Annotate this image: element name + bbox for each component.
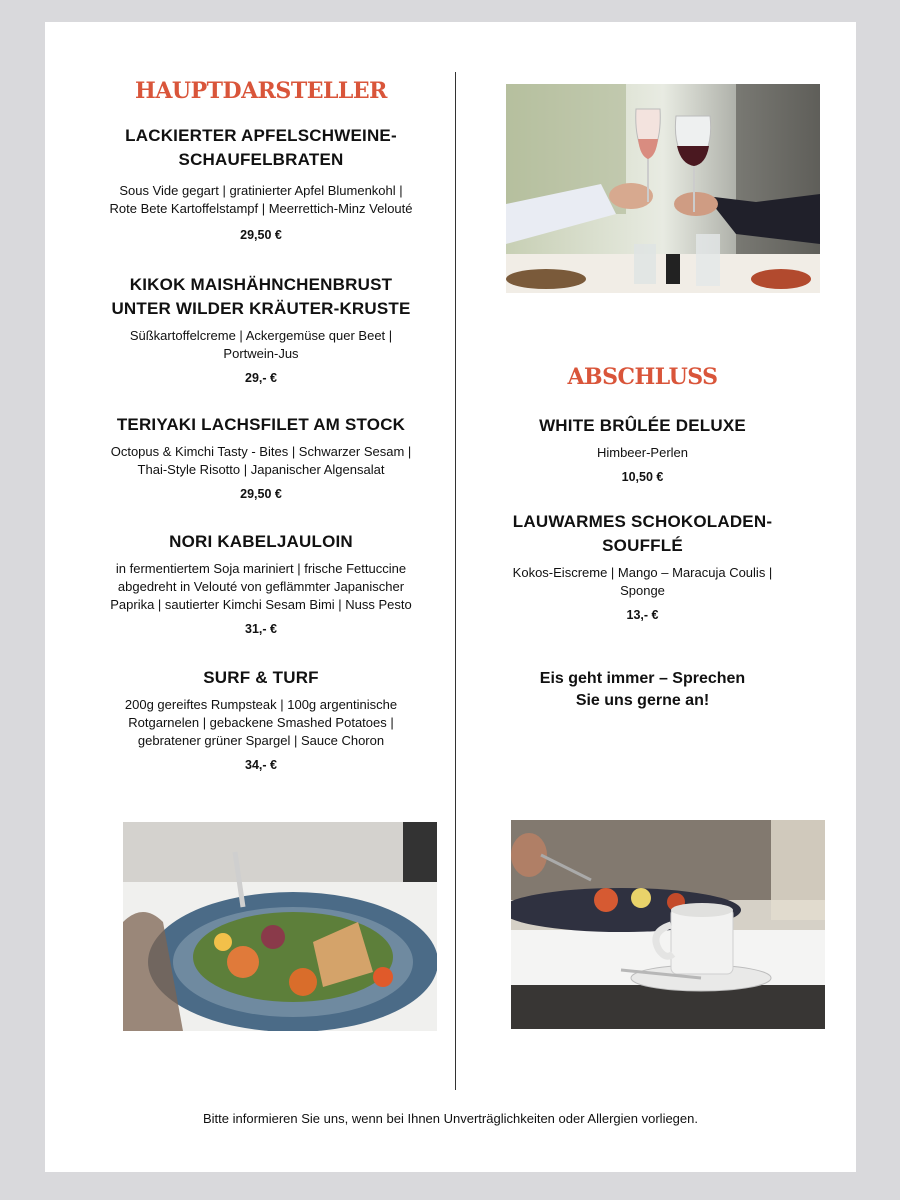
dish-price: 31,- €: [245, 622, 277, 636]
dish-name: LAUWARMES SCHOKOLADEN- SOUFFLÉ: [512, 512, 773, 555]
dish-name: TERIYAKI LACHSFILET AM STOCK: [116, 415, 406, 434]
dish-price: 10,50 €: [621, 470, 664, 484]
dish-price: 29,50 €: [240, 228, 282, 242]
dish-price: 13,- €: [626, 608, 659, 622]
salad-bowl-image: [123, 822, 437, 1031]
dish-description: Sous Vide gegart | gratinierter Apfel Blumenkohl | Rote Bete Kartoffelstampf | Meerrettich-Minz Velouté: [109, 183, 413, 216]
desserts-column: [465, 362, 820, 712]
dish-name: WHITE BRÛLÉE DELUXE: [539, 416, 746, 435]
espresso-cup-image: [511, 820, 825, 1029]
dish-item: [465, 414, 820, 484]
dish-description: 200g gereiftes Rumpsteak | 100g argentinische Rotgarnelen | gebackene Smashed Potatoes | gebratener grüner Spargel | Sauce Choron: [124, 697, 398, 748]
ice-cream-note: Eis geht immer – Sprechen Sie uns gerne an!: [539, 670, 746, 709]
main-courses-column: [85, 72, 437, 772]
dish-price: 29,- €: [245, 371, 277, 385]
dish-item: [85, 666, 437, 772]
menu-page: [45, 22, 856, 1172]
dish-item: [85, 124, 437, 242]
dish-item: [85, 273, 437, 385]
column-divider: [455, 72, 456, 1090]
dish-description: in fermentiertem Soja mariniert | frische Fettuccine abgedreht in Velouté von geflämmter Japanischer Paprika | sautierter Kimchi Sesam Bimi | Nuss Pesto: [110, 561, 412, 612]
dish-item: [85, 530, 437, 636]
dish-description: Süßkartoffelcreme | Ackergemüse quer Beet | Portwein-Jus: [129, 328, 393, 361]
dish-item: [85, 413, 437, 501]
allergy-footer-note: Bitte informieren Sie uns, wenn bei Ihnen Unverträglichkeiten oder Allergien vorliegen.: [202, 1111, 698, 1126]
dish-price: 34,- €: [245, 758, 277, 772]
espresso-cup-photo: [511, 820, 825, 1029]
dish-price: 29,50 €: [240, 487, 282, 501]
wine-toast-image: [506, 84, 820, 293]
dish-description: Kokos-Eiscreme | Mango – Maracuja Coulis | Sponge: [512, 565, 773, 598]
dish-name: KIKOK MAISHÄHNCHENBRUST UNTER WILDER KRÄUTER-KRUSTE: [111, 275, 411, 318]
dish-name: SURF & TURF: [203, 668, 319, 687]
section-title-desserts: ABSCHLUSS: [567, 364, 718, 390]
salad-bowl-photo: [123, 822, 437, 1031]
wine-toast-photo: [506, 84, 820, 293]
dish-name: LACKIERTER APFELSCHWEINE- SCHAUFELBRATEN: [125, 126, 397, 169]
dish-name: NORI KABELJAULOIN: [169, 532, 353, 551]
dish-item: [465, 510, 820, 622]
dish-description: Octopus & Kimchi Tasty - Bites | Schwarzer Sesam | Thai-Style Risotto | Japanischer Algensalat: [110, 444, 412, 477]
section-title-main-courses: HAUPTDARSTELLER: [135, 78, 387, 104]
dish-description: Himbeer-Perlen: [596, 445, 689, 460]
